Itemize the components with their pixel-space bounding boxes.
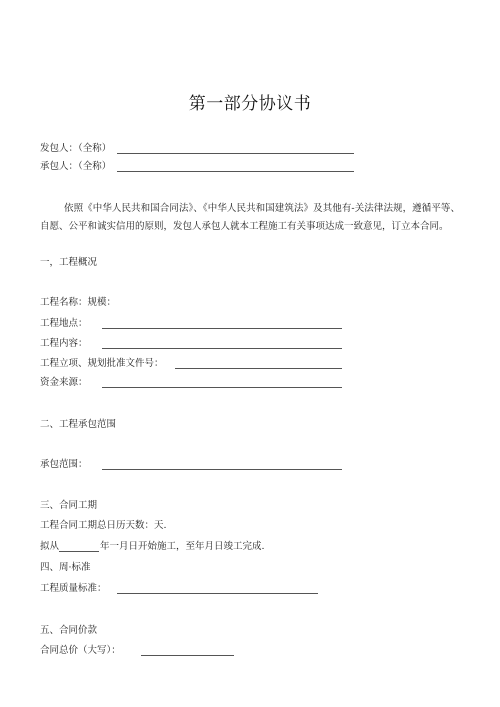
quality-standard-label: 工程质量标准： — [40, 583, 107, 594]
total-days-label: 工程合同工期总日历天数：天. — [40, 520, 167, 531]
start-prefix: 拟从 — [40, 541, 60, 552]
project-location-label: 工程地点： — [40, 318, 88, 329]
section-2-heading: 二、工程承包范围 — [40, 419, 117, 430]
intro-paragraph: 依照《中华人民共和国合同法》、《中华人民共和国建筑法》及其他有-关法律法规，遵循平等、自愿、公平和诚实信用的原则，发包人承包人就本工程施工有关事项达成一致意见，订立本合同。 — [40, 203, 460, 232]
total-price-blank — [141, 655, 234, 656]
document-title: 第一部分协议书 — [188, 94, 312, 114]
contractor-label: 承包人：（全称） — [40, 161, 112, 172]
start-year-blank — [59, 551, 99, 552]
start-suffix: 年一月日开始施工，至年月日竣工完成. — [100, 541, 265, 552]
scope-label: 承包范围： — [40, 459, 88, 470]
funding-source-label: 资金来源： — [40, 377, 88, 388]
funding-source-blank — [102, 387, 342, 388]
project-content-blank — [102, 348, 342, 349]
project-content-label: 工程内容： — [40, 338, 88, 349]
contractor-blank — [117, 171, 354, 172]
section-1-heading: 一，工程概况 — [40, 257, 98, 268]
project-approval-label: 工程立项、规划批准文件号： — [40, 358, 164, 369]
project-approval-blank — [175, 368, 342, 369]
total-price-label: 合同总价（大写）： — [40, 645, 121, 656]
scope-blank — [102, 469, 342, 470]
project-name-label: 工程名称：规模： — [40, 297, 117, 308]
section-4-heading: 四、周·标准 — [40, 562, 91, 573]
employer-label: 发包人：（全称） — [40, 143, 112, 154]
section-3-heading: 三、合同工期 — [40, 500, 98, 511]
section-5-heading: 五、合同价款 — [40, 625, 98, 636]
quality-standard-blank — [117, 593, 318, 594]
project-location-blank — [102, 328, 342, 329]
employer-blank — [117, 153, 354, 154]
